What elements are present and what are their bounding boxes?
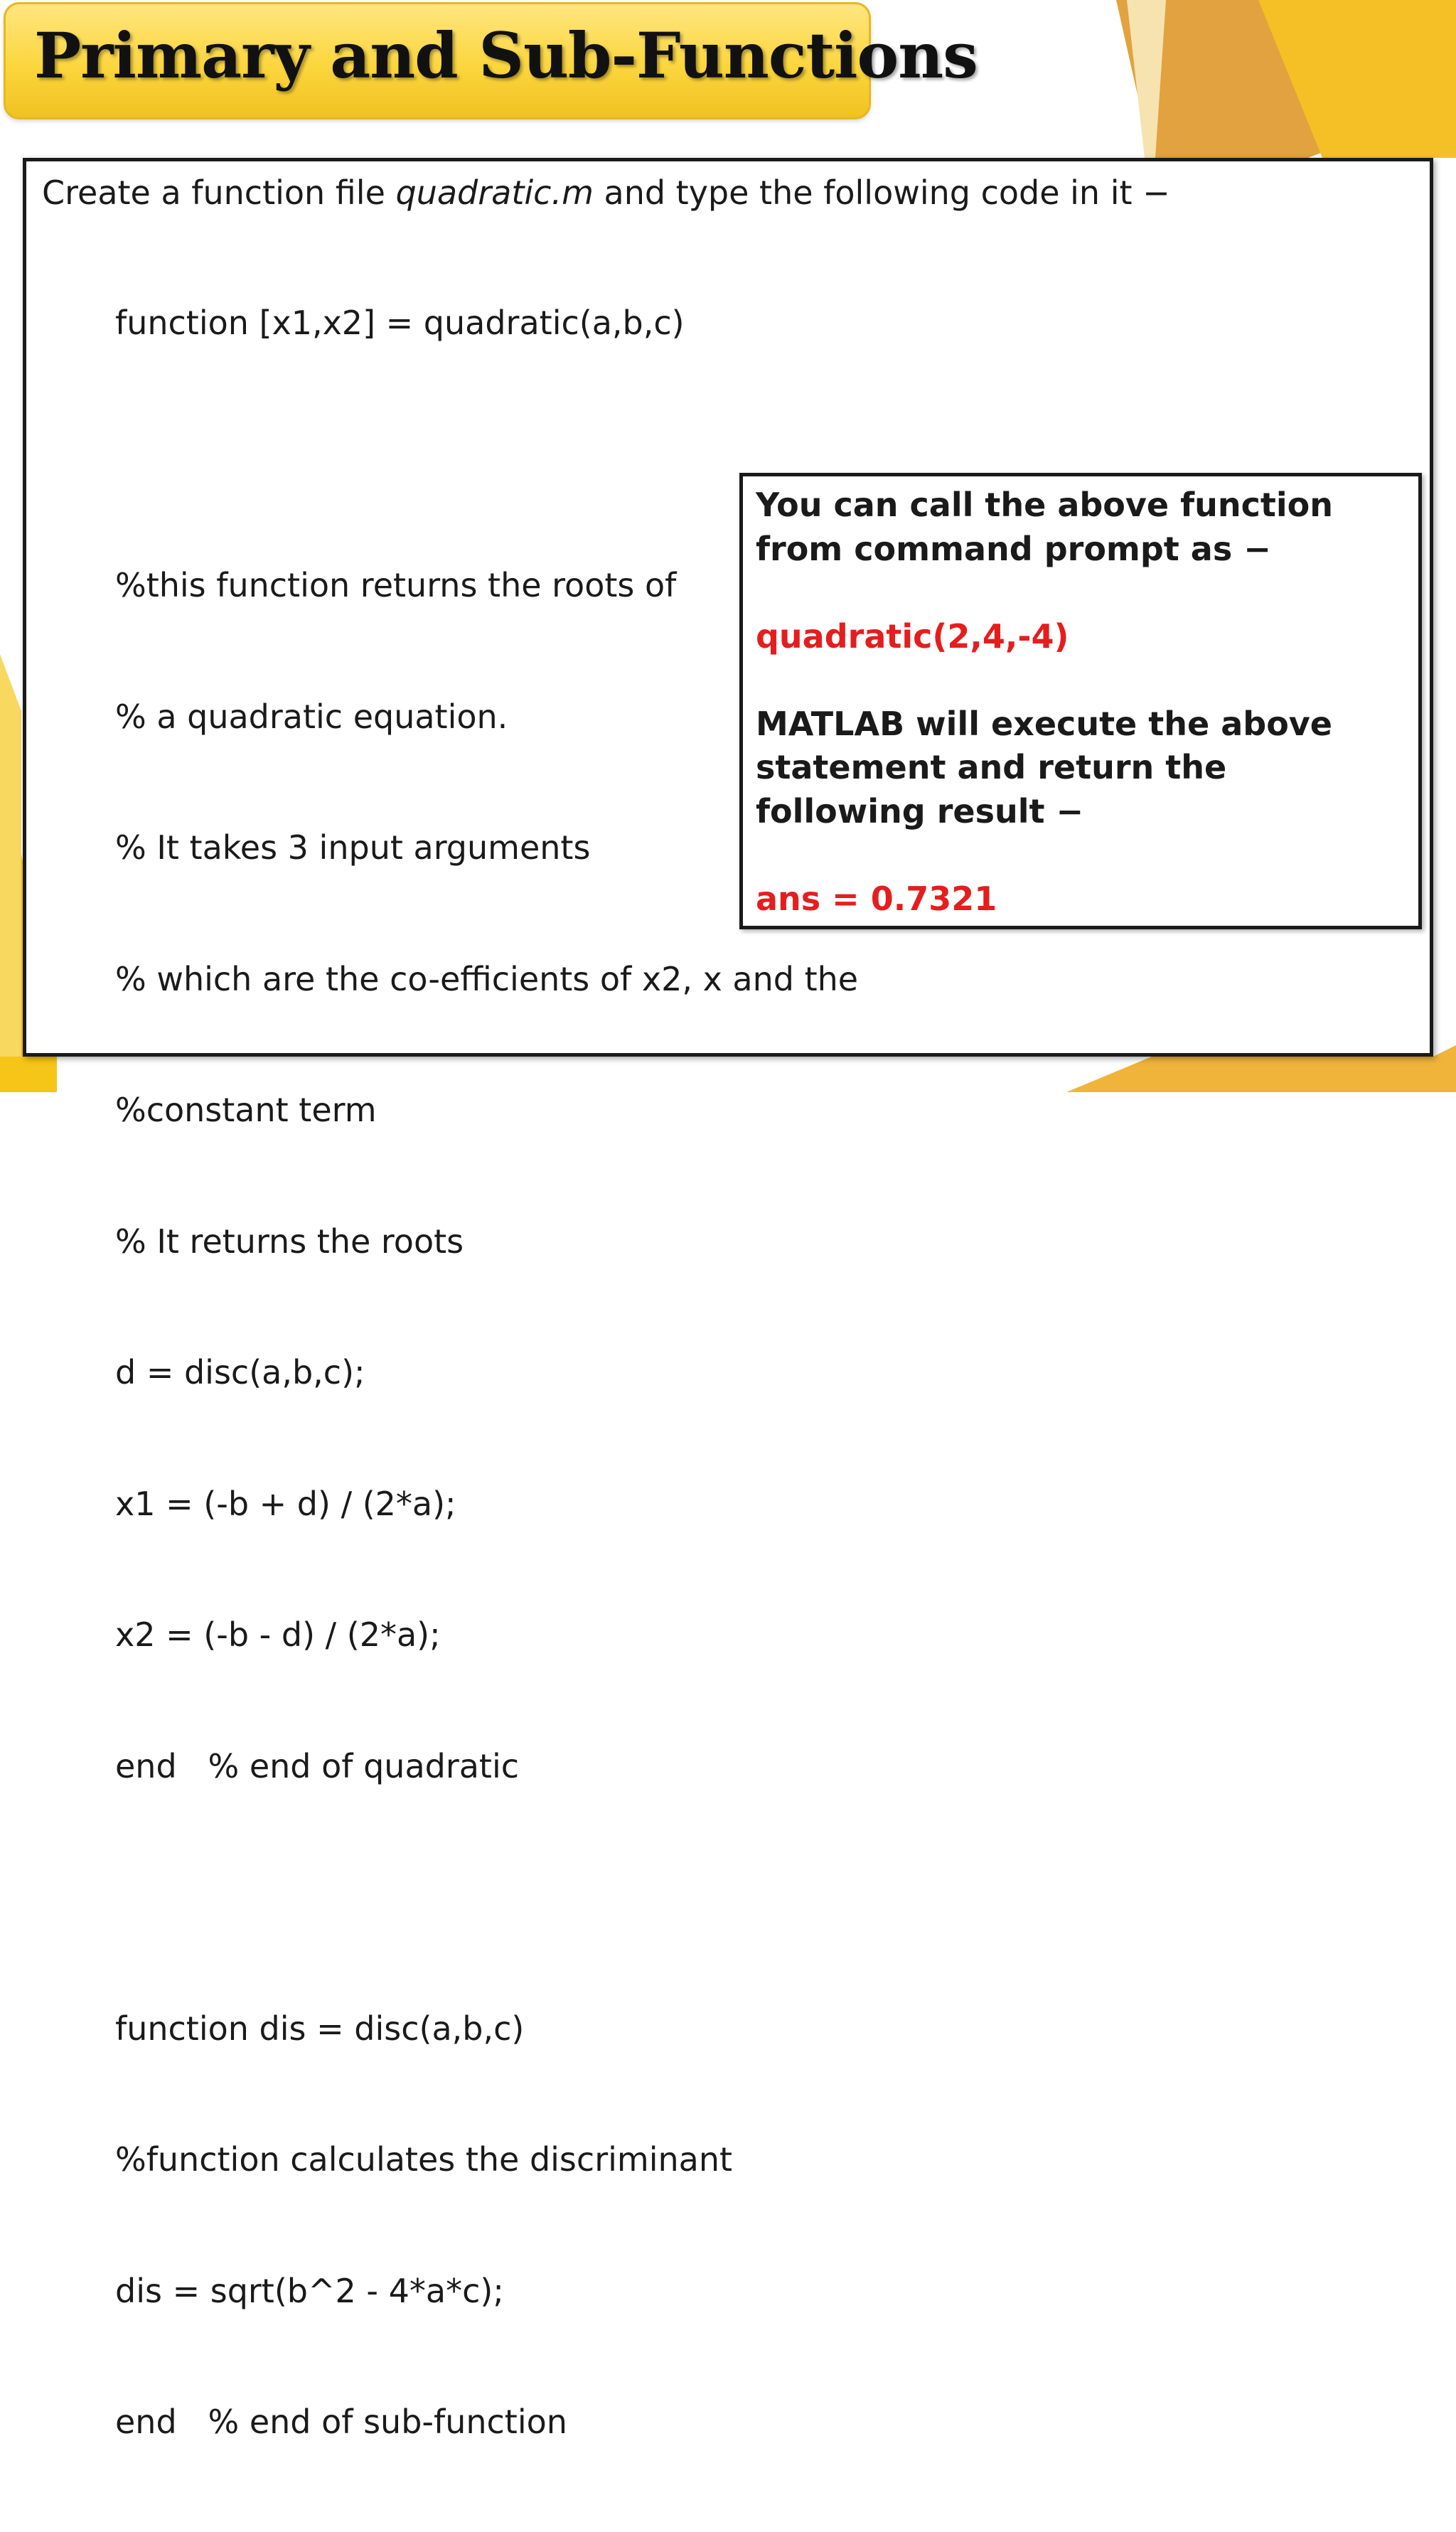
decor-left-stripe-light	[0, 654, 21, 1057]
spacer	[756, 833, 1396, 877]
result-instruction: MATLAB will execute the above statement and return the following result −	[756, 704, 1332, 830]
code-line: %function calculates the discriminant	[115, 2140, 733, 2179]
code-line: x1 = (-b + d) / (2*a);	[115, 1484, 456, 1523]
callout-box	[739, 473, 1422, 929]
code-line: %constant term	[115, 1091, 377, 1129]
code-line: % a quadratic equation.	[115, 697, 508, 736]
code-line: % which are the co-efficients of x2, x and the	[115, 959, 859, 998]
spacer	[756, 571, 1396, 615]
code-line: function [x1,x2] = quadratic(a,b,c)	[115, 304, 685, 342]
call-example: quadratic(2,4,-4)	[756, 616, 1069, 656]
code-line	[115, 433, 858, 477]
code-line: function dis = disc(a,b,c)	[115, 2009, 525, 2048]
code-line: % It returns the roots	[115, 1222, 464, 1261]
code-line: end % end of quadratic	[115, 1746, 520, 1785]
title-banner	[4, 2, 978, 119]
code-line: % It takes 3 input arguments	[115, 828, 591, 867]
code-line: %this function returns the roots of	[115, 566, 677, 604]
intro-line	[42, 171, 1170, 214]
code-line: end % end of sub-function	[115, 2403, 567, 2441]
intro-prefix: Create a function file	[42, 173, 396, 212]
intro-suffix: and type the following code in it −	[593, 173, 1170, 212]
spacer	[756, 658, 1396, 703]
code-line: d = disc(a,b,c);	[115, 1353, 365, 1391]
call-instruction: You can call the above function from command prompt as −	[756, 486, 1333, 568]
code-line	[115, 1876, 858, 1920]
callout-content	[756, 484, 1396, 921]
result-value: ans = 0.7321	[756, 879, 997, 918]
code-line: dis = sqrt(b^2 - 4*a*c);	[115, 2271, 504, 2310]
code-line: x2 = (-b - d) / (2*a);	[115, 1615, 441, 1654]
intro-filename: quadratic.m	[395, 173, 594, 212]
page-title: Primary and Sub-Functions	[34, 18, 978, 92]
